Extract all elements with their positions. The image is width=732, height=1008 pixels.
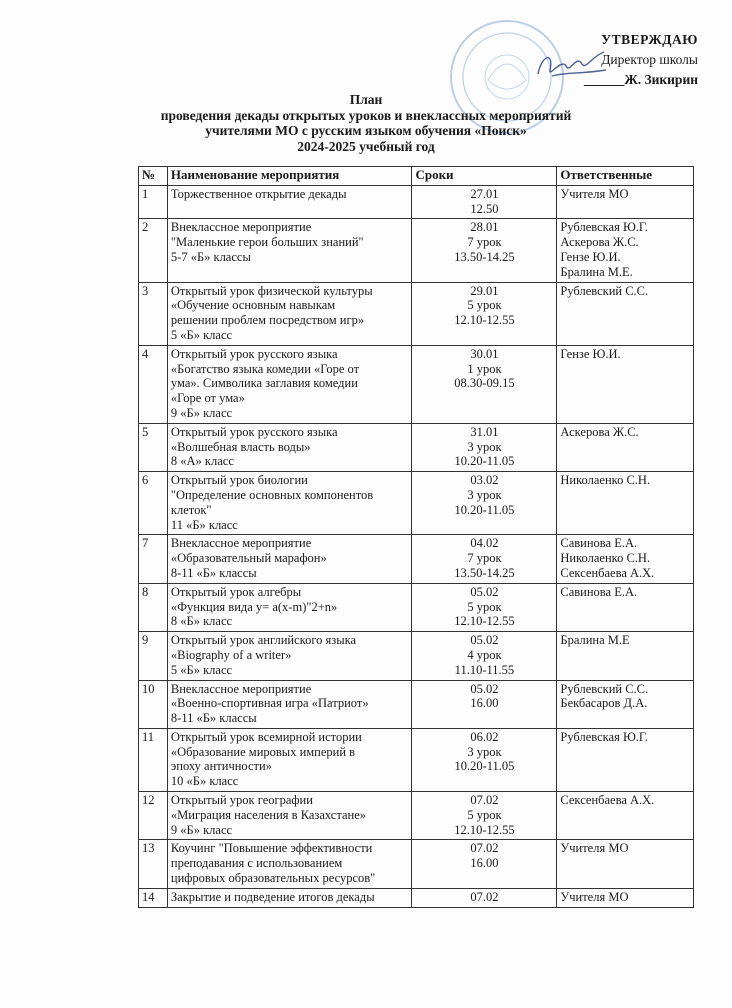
event-dates-line: 05.02 (470, 681, 499, 696)
event-responsible (557, 728, 694, 791)
row-number: 7 (139, 535, 168, 583)
event-responsible-line: Гензе Ю.И. (560, 249, 621, 264)
event-name-line: 5-7 «Б» классы (170, 249, 251, 264)
event-dates (412, 472, 557, 535)
event-dates-line: 5 урок (467, 298, 502, 313)
table-row (139, 282, 694, 345)
event-name-line: Открытый урок английского языка (170, 633, 357, 648)
event-responsible-line: Учителя МО (560, 841, 629, 856)
event-name (167, 888, 412, 907)
event-name-line: "Определение основных компонентов (170, 487, 374, 502)
event-responsible-line: Гензе Ю.И. (560, 346, 621, 361)
event-dates-line: 7 урок (467, 235, 502, 250)
event-name-line: «Миграция населения в Казахстане» (170, 807, 366, 822)
event-dates-line: 06.02 (470, 729, 499, 744)
table-row (139, 472, 694, 535)
header-num: № (139, 167, 168, 186)
event-responsible-line: Учителя МО (560, 889, 629, 904)
event-dates-line: 10.20-11.05 (454, 454, 515, 469)
event-responsible-line: Савинова Е.А. (560, 584, 638, 599)
event-dates-line: 08.30-09.15 (454, 376, 515, 391)
event-dates-line: 11.10-11.55 (454, 662, 515, 677)
event-dates (412, 282, 557, 345)
table-row (139, 792, 694, 840)
event-dates-line: 07.02 (470, 841, 499, 856)
title-line: План (349, 92, 383, 107)
event-name-line: «Военно-спортивная игра «Патриот» (170, 696, 369, 711)
event-responsible (557, 680, 694, 728)
event-dates (412, 632, 557, 680)
event-responsible-line: Николаенко С.Н. (560, 551, 651, 566)
table-row (139, 632, 694, 680)
table-row (139, 423, 694, 471)
approval-title: УТВЕРЖДАЮ (601, 32, 698, 47)
event-responsible (557, 345, 694, 423)
table-row (139, 185, 694, 219)
event-responsible-line: Николаенко С.Н. (560, 473, 651, 488)
event-dates (412, 583, 557, 631)
event-dates-line: 1 урок (467, 361, 502, 376)
event-dates-line: 05.02 (470, 633, 499, 648)
table-header-row (139, 167, 694, 186)
event-responsible (557, 535, 694, 583)
event-name (167, 345, 412, 423)
row-number: 9 (139, 632, 168, 680)
event-dates-line: 3 урок (467, 744, 502, 759)
row-number: 10 (139, 680, 168, 728)
event-dates-line: 07.02 (470, 889, 499, 904)
event-dates-line: 07.02 (470, 793, 499, 808)
event-name-line: Внеклассное мероприятие (170, 220, 312, 235)
event-name-line: Коучинг "Повышение эффективности (170, 841, 373, 856)
event-dates-line: 5 урок (467, 807, 502, 822)
event-dates-line: 12.10-12.55 (454, 614, 515, 629)
event-dates (412, 345, 557, 423)
event-name-line: 8 «Б» класс (170, 614, 233, 629)
event-name-line: 9 «Б» класс (170, 405, 233, 420)
event-responsible-line: Бекбасаров Д.А. (560, 696, 648, 711)
row-number: 13 (139, 840, 168, 888)
event-responsible (557, 472, 694, 535)
event-dates-line: 31.01 (470, 424, 499, 439)
event-name-line: Открытый урок физической культуры (170, 283, 373, 298)
event-responsible-line: Рублевская Ю.Г. (560, 729, 648, 744)
event-dates-line: 16.00 (470, 856, 499, 871)
event-name-line: 5 «Б» класс (170, 327, 233, 342)
event-name-line: "Маленькие герои больших знаний" (170, 235, 364, 250)
event-dates-line: 12.50 (470, 201, 499, 216)
event-name-line: 5 «Б» класс (170, 662, 233, 677)
event-name-line: «Волшебная власть воды» (170, 439, 311, 454)
row-number: 5 (139, 423, 168, 471)
event-name-line: Открытый урок географии (170, 793, 313, 808)
table-row (139, 583, 694, 631)
event-dates-line: 7 урок (467, 551, 502, 566)
title-line: проведения декады открытых уроков и внеклассных мероприятий (160, 107, 572, 123)
event-responsible (557, 282, 694, 345)
event-dates-line: 3 урок (467, 439, 502, 454)
event-dates-line: 05.02 (470, 584, 499, 599)
event-name-line: Торжественное открытие декады (170, 186, 347, 201)
event-name-line: ума». Символика заглавия комедии (170, 376, 358, 391)
approval-block (584, 30, 698, 90)
row-number: 1 (139, 185, 168, 219)
document-title (0, 92, 732, 154)
table-row (139, 680, 694, 728)
table-row (139, 345, 694, 423)
event-name-line: эпоху античности» (170, 759, 272, 774)
event-name (167, 472, 412, 535)
row-number: 12 (139, 792, 168, 840)
event-name-line: преподавания с использованием (170, 856, 343, 871)
event-name (167, 583, 412, 631)
event-name-line: «Функция вида у= а(х-m)"2+n» (170, 599, 338, 614)
event-responsible (557, 583, 694, 631)
title-line: 2024-2025 учебный год (297, 138, 435, 154)
event-dates-line: 03.02 (470, 473, 499, 488)
header-name: Наименование мероприятия (167, 167, 412, 186)
row-number: 14 (139, 888, 168, 907)
event-dates-line: 4 урок (467, 647, 502, 662)
row-number: 4 (139, 345, 168, 423)
event-responsible (557, 840, 694, 888)
event-name-line: «Горе от ума» (170, 391, 245, 406)
event-name-line: Внеклассное мероприятие (170, 536, 312, 551)
event-name (167, 185, 412, 219)
header-resp: Ответственные (557, 167, 694, 186)
event-dates-line: 10.20-11.05 (454, 759, 515, 774)
event-name (167, 219, 412, 282)
row-number: 2 (139, 219, 168, 282)
event-name-line: 11 «Б» класс (170, 517, 238, 532)
event-name (167, 680, 412, 728)
event-name-line: «Образование мировых империй в (170, 744, 356, 759)
event-responsible-line: Аскерова Ж.С. (560, 424, 639, 439)
title-line: учителями МО с русским языком обучения «Поиск» (205, 123, 527, 138)
event-dates (412, 535, 557, 583)
table-row (139, 728, 694, 791)
event-dates-line: 10.20-11.05 (454, 502, 515, 517)
event-dates (412, 423, 557, 471)
event-responsible-line: Учителя МО (560, 186, 629, 201)
event-dates-line: 13.50-14.25 (454, 249, 515, 264)
events-table (138, 166, 694, 908)
event-dates-line: 12.10-12.55 (454, 822, 515, 837)
event-dates (412, 185, 557, 219)
event-dates (412, 219, 557, 282)
row-number: 6 (139, 472, 168, 535)
event-responsible-line: Рублевский С.С. (560, 283, 649, 298)
event-dates-line: 30.01 (470, 346, 499, 361)
event-name-line: решении проблем посредством игр» (170, 313, 365, 328)
event-name-line: Внеклассное мероприятие (170, 681, 312, 696)
event-responsible-line: Рублевская Ю.Г. (560, 220, 648, 235)
event-name (167, 423, 412, 471)
event-name-line: клеток" (170, 502, 212, 517)
event-name (167, 535, 412, 583)
event-responsible-line: Савинова Е.А. (560, 536, 638, 551)
event-dates-line: 29.01 (470, 283, 499, 298)
table-row (139, 888, 694, 907)
event-dates-line: 3 урок (467, 487, 502, 502)
event-responsible-line: Сексенбаева А.Х. (560, 565, 655, 580)
header-dates: Сроки (412, 167, 557, 186)
event-responsible (557, 792, 694, 840)
row-number: 11 (139, 728, 168, 791)
table-row (139, 219, 694, 282)
event-dates-line: 04.02 (470, 536, 499, 551)
event-dates (412, 728, 557, 791)
row-number: 3 (139, 282, 168, 345)
row-number: 8 (139, 583, 168, 631)
approval-signature-line: ______Ж. Зикирин (583, 72, 698, 87)
event-responsible-line: Бралина М.Е. (560, 264, 633, 279)
event-name (167, 792, 412, 840)
event-name-line: 8 «А» класс (170, 454, 234, 469)
event-dates (412, 792, 557, 840)
event-name-line: 8-11 «Б» классы (170, 711, 257, 726)
event-name-line: Закрытие и подведение итогов декады (170, 889, 375, 904)
event-name-line: 9 «Б» класс (170, 822, 233, 837)
event-responsible-line: Аскерова Ж.С. (560, 235, 639, 250)
event-name-line: «Biography of a writer» (170, 647, 292, 662)
event-responsible-line: Бралина М.Е (560, 633, 630, 648)
event-responsible (557, 219, 694, 282)
event-name (167, 282, 412, 345)
event-name-line: Открытый урок биологии (170, 473, 308, 488)
event-name (167, 840, 412, 888)
event-dates-line: 27.01 (470, 186, 499, 201)
table-row (139, 840, 694, 888)
event-dates-line: 28.01 (470, 220, 499, 235)
event-name-line: Открытый урок русского языка (170, 346, 338, 361)
event-dates (412, 888, 557, 907)
event-name-line: Открытый урок русского языка (170, 424, 338, 439)
event-name-line: «Обучение основным навыкам (170, 298, 336, 313)
event-name-line: 10 «Б» класс (170, 774, 239, 789)
event-responsible (557, 632, 694, 680)
event-dates-line: 13.50-14.25 (454, 565, 515, 580)
approval-position: Директор школы (601, 52, 698, 67)
event-name (167, 632, 412, 680)
event-dates-line: 12.10-12.55 (454, 313, 515, 328)
event-responsible (557, 888, 694, 907)
event-dates-line: 16.00 (470, 696, 499, 711)
event-responsible (557, 185, 694, 219)
event-responsible-line: Рублевский С.С. (560, 681, 649, 696)
event-name (167, 728, 412, 791)
event-dates (412, 840, 557, 888)
event-name-line: цифровых образовательных ресурсов" (170, 871, 376, 886)
event-dates (412, 680, 557, 728)
event-name-line: Открытый урок алгебры (170, 584, 302, 599)
event-name-line: 8-11 «Б» классы (170, 565, 257, 580)
event-responsible (557, 423, 694, 471)
event-name-line: «Образовательный марафон» (170, 551, 327, 566)
table-row (139, 535, 694, 583)
event-name-line: «Богатство языка комедии «Горе от (170, 361, 360, 376)
event-dates-line: 5 урок (467, 599, 502, 614)
event-responsible-line: Сексенбаева А.Х. (560, 793, 655, 808)
event-name-line: Открытый урок всемирной истории (170, 729, 362, 744)
